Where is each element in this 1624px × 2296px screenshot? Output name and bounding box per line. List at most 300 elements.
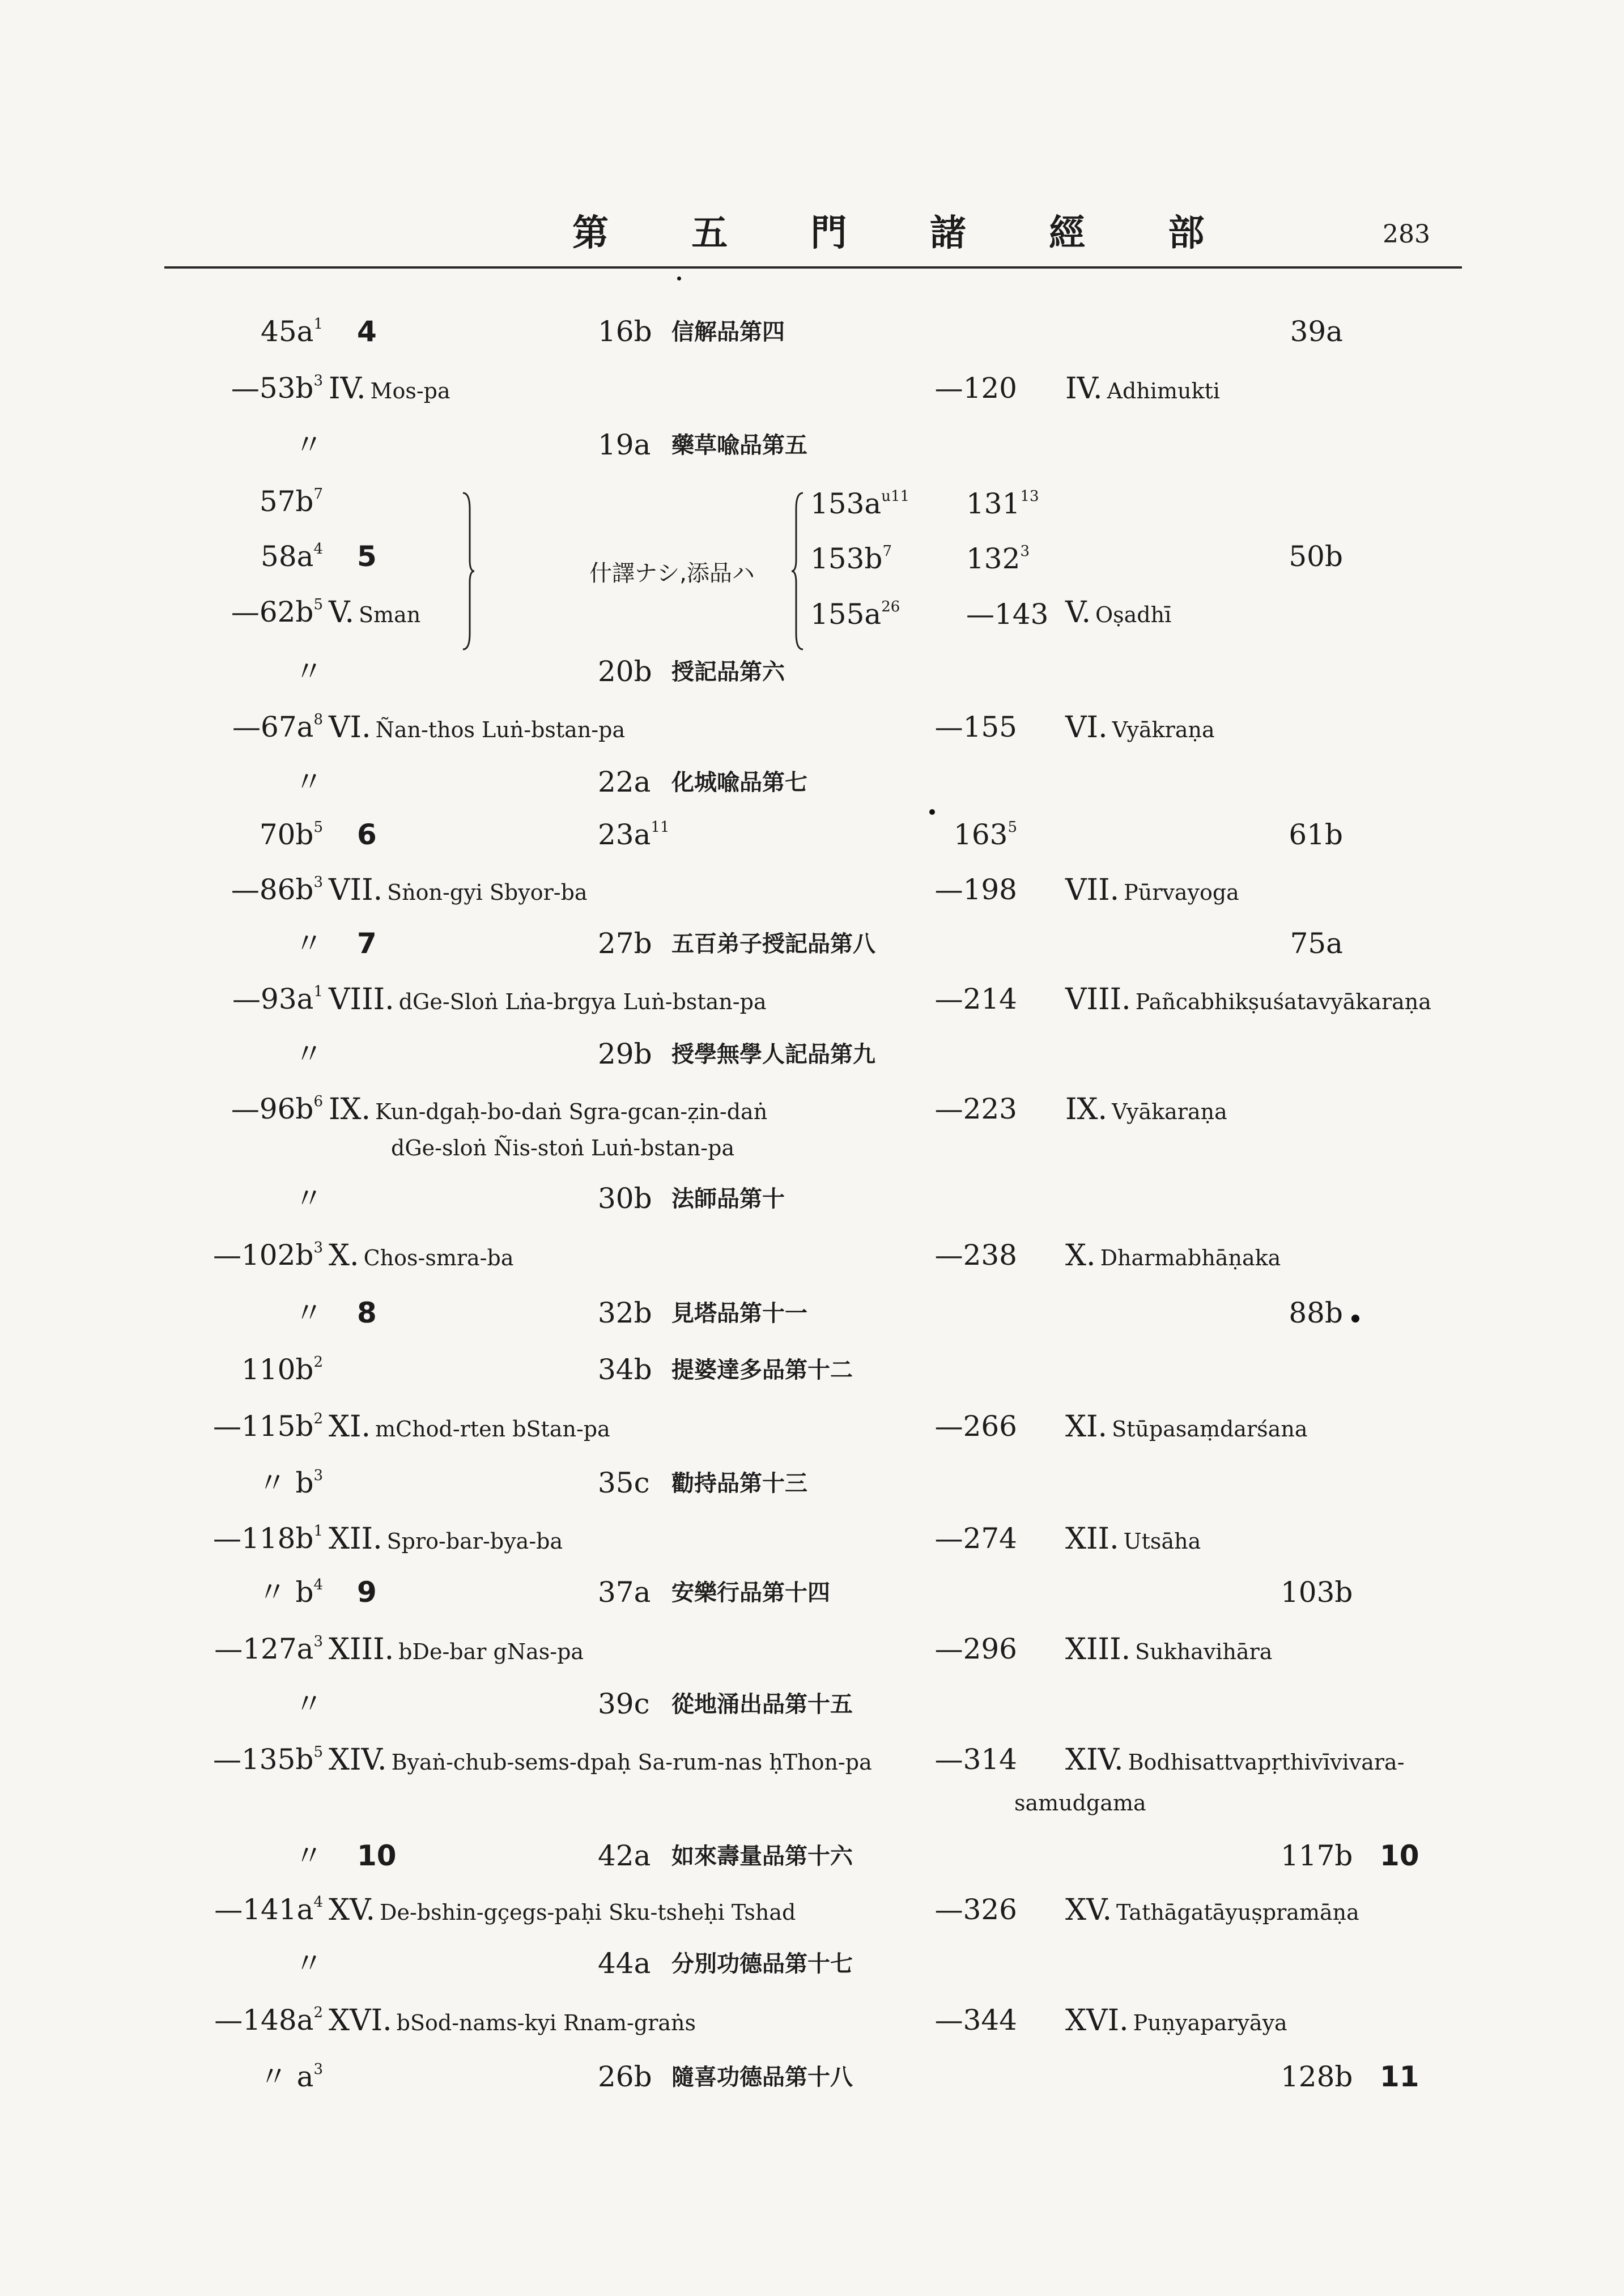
superscript: 3 xyxy=(313,372,323,389)
value-text: 42a xyxy=(598,1839,651,1872)
bracket-ref xyxy=(966,598,1048,631)
sanskrit-title: Stūpasaṃdarśana xyxy=(1112,1417,1308,1442)
chinese-chapter-title: 化城喩品第七 xyxy=(671,769,807,796)
chapter-numeral: XIII. xyxy=(1065,1632,1131,1666)
tibetan-title: bSod-nams-kyi Rnam-graṅs xyxy=(396,2010,696,2035)
chapter-numeral: IV. xyxy=(1065,372,1103,406)
right-folio: 117b xyxy=(1281,1839,1353,1872)
folio-cell xyxy=(193,1524,323,1553)
superscript: 4 xyxy=(313,1576,323,1593)
sanskrit-page-cell xyxy=(907,1895,1017,1924)
value-text: —141a xyxy=(214,1893,314,1926)
table-row xyxy=(0,1687,1624,1746)
folio-cell xyxy=(193,542,323,571)
value-text: 57b xyxy=(259,485,314,518)
superscript: 5 xyxy=(313,1744,323,1761)
tibetan-chapter-cell xyxy=(329,875,588,905)
taisho-page-cell xyxy=(598,929,652,958)
chapter-numeral: IX. xyxy=(1065,1092,1108,1126)
bracket-folio xyxy=(810,487,909,520)
folio-cell xyxy=(193,1576,323,1609)
tibetan-title: De-bshin-gçegs-paḥi Sku-tsheḥi Tshad xyxy=(380,1900,796,1925)
table-row xyxy=(0,820,1624,877)
superscript: 5 xyxy=(313,596,323,613)
superscript: 1 xyxy=(313,1523,323,1540)
left-brace-icon xyxy=(790,492,804,650)
superscript: 2 xyxy=(313,1410,323,1427)
right-folio: 39a xyxy=(1290,315,1343,348)
value-text: 〃 xyxy=(295,655,323,688)
table-row xyxy=(0,317,1624,374)
superscript: 2 xyxy=(313,1354,323,1371)
tibetan-chapter-cell xyxy=(329,1239,514,1273)
taisho-page-cell xyxy=(598,428,651,461)
chinese-chapter-title: 法師品第十 xyxy=(671,1186,785,1212)
table-row xyxy=(0,657,1624,714)
chapter-numeral: V. xyxy=(1065,596,1091,630)
sanskrit-page-cell xyxy=(907,1092,1017,1125)
table-row xyxy=(0,1524,1624,1581)
page-number: 283 xyxy=(1383,220,1430,249)
value-text: —120 xyxy=(934,372,1017,405)
superscript: 3 xyxy=(313,874,323,891)
folio-cell xyxy=(193,1184,323,1213)
superscript: 5 xyxy=(1007,819,1017,836)
table-row xyxy=(0,2060,1624,2119)
folio-cell xyxy=(193,657,323,686)
sanskrit-page-cell xyxy=(907,1745,1017,1774)
tibetan-title: mChod-rten bStan-pa xyxy=(375,1417,610,1442)
chapter-numeral: XV. xyxy=(329,1893,376,1927)
value-text: 〃 xyxy=(295,1038,323,1070)
chapter-numeral: VII. xyxy=(1065,873,1120,907)
superscript: 4 xyxy=(313,1894,323,1911)
ink-dot xyxy=(677,277,681,280)
chinese-chapter-title: 如來壽量品第十六 xyxy=(671,1843,853,1869)
taisho-page-cell xyxy=(598,1355,652,1384)
table-row xyxy=(0,1412,1624,1469)
chapter-numeral: XIV. xyxy=(329,1743,387,1777)
tibetan-chapter-cell xyxy=(329,2004,696,2038)
folio-cell xyxy=(193,317,323,346)
sanskrit-title: Vyākraṇa xyxy=(1112,717,1215,742)
chapter-numeral: XVI. xyxy=(329,2004,392,2038)
sanskrit-chapter-cell xyxy=(1065,372,1220,406)
value-text: 110b xyxy=(241,1353,314,1386)
superscript: 1 xyxy=(313,983,323,1000)
chapter-numeral: X. xyxy=(329,1239,359,1273)
volume-number: 5 xyxy=(357,540,377,573)
value-text: 70b xyxy=(259,818,314,851)
value-text: 26b xyxy=(598,2060,652,2093)
taisho-page-cell xyxy=(598,820,670,849)
superscript: 1 xyxy=(313,316,323,333)
folio-cell xyxy=(193,820,323,849)
chinese-chapter-title: 授記品第六 xyxy=(671,659,785,685)
volume-number: 4 xyxy=(357,315,377,348)
chapter-numeral: VIII. xyxy=(1065,983,1131,1017)
folio-cell xyxy=(193,1687,323,1720)
chinese-chapter-title: 信解品第四 xyxy=(671,319,785,345)
value-text: 29b xyxy=(598,1038,652,1070)
sanskrit-title: Pañcabhikṣuśatavyākaraṇa xyxy=(1135,989,1431,1014)
table-row xyxy=(0,768,1624,824)
value-text: —266 xyxy=(934,1410,1017,1443)
table-row xyxy=(0,875,1624,932)
value-text: 〃 xyxy=(295,1296,323,1329)
sanskrit-chapter-cell xyxy=(1065,596,1172,630)
folio-cell xyxy=(193,768,323,796)
volume-number: 9 xyxy=(357,1576,377,1609)
chinese-chapter-title: 五百弟子授記品第八 xyxy=(671,931,875,957)
sanskrit-chapter-cell xyxy=(1065,1239,1281,1273)
sanskrit-title: Sukhavihāra xyxy=(1135,1639,1273,1664)
volume-number: 10 xyxy=(357,1839,397,1872)
value-text: 35c xyxy=(598,1466,650,1499)
superscript: 3 xyxy=(313,1633,323,1650)
value-text: 〃 xyxy=(295,927,323,960)
chinese-chapter-title: 隨喜功德品第十八 xyxy=(671,2064,853,2090)
sanskrit-title: Vyākaraṇa xyxy=(1112,1099,1227,1124)
value-text: 27b xyxy=(598,927,652,960)
sanskrit-title: Dharmabhāṇaka xyxy=(1100,1245,1281,1270)
value-text: 44a xyxy=(598,1947,651,1980)
value-text: 30b xyxy=(598,1182,652,1215)
sanskrit-chapter-cell xyxy=(1065,2004,1287,2038)
volume-number: 6 xyxy=(357,818,377,851)
sanskrit-chapter-cell xyxy=(1065,1895,1359,1925)
value-text: —143 xyxy=(966,598,1049,631)
value-text: 19a xyxy=(598,428,651,461)
table-row xyxy=(0,1745,1624,1802)
folio-cell xyxy=(193,1632,323,1665)
sanskrit-title: Oṣadhī xyxy=(1095,602,1172,627)
table-row xyxy=(0,1184,1624,1241)
value-text: —135b xyxy=(213,1743,314,1776)
folio-cell xyxy=(193,1895,323,1924)
chapter-numeral: XI. xyxy=(1065,1410,1108,1444)
folio-cell xyxy=(193,875,323,904)
taisho-page-cell xyxy=(598,1296,652,1329)
tibetan-chapter-cell xyxy=(329,711,626,745)
value-text: 153b xyxy=(810,542,883,575)
chinese-chapter-title: 從地涌出品第十五 xyxy=(671,1691,853,1717)
chinese-chapter-title: 見塔品第十一 xyxy=(671,1300,807,1326)
value-text: —115b xyxy=(213,1410,314,1443)
sanskrit-page-cell xyxy=(907,372,1017,405)
value-text: —296 xyxy=(934,1632,1017,1665)
chapter-numeral: XIII. xyxy=(329,1632,394,1666)
value-text: —53b xyxy=(231,372,314,405)
chapter-numeral: VI. xyxy=(329,711,371,745)
value-text: 37a xyxy=(598,1576,651,1609)
value-text: 〃 b xyxy=(258,1576,314,1609)
value-text: —238 xyxy=(934,1239,1017,1272)
chinese-chapter-title: 授學無學人記品第九 xyxy=(671,1041,875,1068)
sanskrit-chapter-cell xyxy=(1065,1412,1307,1442)
right-folio: 61b xyxy=(1289,818,1343,851)
tibetan-title: Kun-dgaḥ-bo-daṅ Sgra-gcan-ẓin-daṅ xyxy=(375,1099,768,1124)
table-row xyxy=(0,1092,1624,1151)
value-text: 58a xyxy=(261,540,314,573)
value-text: 153a xyxy=(810,487,882,520)
value-text: 16b xyxy=(598,315,652,348)
sanskrit-title: Utsāha xyxy=(1123,1529,1201,1554)
folio-cell xyxy=(193,1355,323,1384)
sanskrit-chapter-cell xyxy=(1065,1745,1405,1775)
sanskrit-title: Tathāgatāyuṣpramāṇa xyxy=(1116,1900,1359,1925)
folio-cell xyxy=(193,1466,323,1499)
value-text: —223 xyxy=(934,1092,1017,1125)
tibetan-title: Spro-bar-bya-ba xyxy=(386,1529,563,1554)
chapter-numeral: VII. xyxy=(329,873,383,907)
tibetan-chapter-cell xyxy=(329,1895,796,1925)
superscript: 3 xyxy=(313,2061,323,2078)
folio-cell xyxy=(193,1839,323,1872)
value-text: 32b xyxy=(598,1296,652,1329)
superscript: 11 xyxy=(651,819,670,836)
table-row xyxy=(0,1839,1624,1898)
right-folio: 88b xyxy=(1289,1296,1343,1329)
superscript: 7 xyxy=(882,543,892,560)
value-text: —198 xyxy=(934,873,1017,906)
sanskrit-title: Puṇyaparyāya xyxy=(1133,2010,1287,2035)
value-text: 22a xyxy=(598,766,651,798)
right-folio: 103b xyxy=(1281,1576,1353,1609)
chapter-numeral: XVI. xyxy=(1065,2004,1129,2038)
chapter-numeral: X. xyxy=(1065,1239,1096,1273)
sanskrit-title: Pūrvayoga xyxy=(1124,880,1239,905)
volume-number: 7 xyxy=(357,927,377,960)
chapter-numeral: IV. xyxy=(329,372,366,406)
tibetan-title: Byaṅ-chub-sems-dpaḥ Sa-rum-nas ḥThon-pa xyxy=(391,1750,872,1775)
taisho-page-cell xyxy=(598,1184,652,1213)
value-text: —93a xyxy=(232,983,314,1015)
sanskrit-page-cell xyxy=(907,1410,1017,1443)
tibetan-title: bDe-bar gNas-pa xyxy=(398,1639,584,1664)
value-text: —96b xyxy=(231,1092,314,1125)
tibetan-chapter-cell xyxy=(329,1524,563,1554)
value-text: 〃 xyxy=(295,1947,323,1980)
sanskrit-title: Bodhisattvapṛthivīvivara- xyxy=(1128,1750,1405,1775)
value-text: 〃 a xyxy=(259,2060,314,2093)
table-row xyxy=(0,1040,1624,1096)
sanskrit-page-cell xyxy=(907,985,1017,1013)
value-text: —274 xyxy=(934,1522,1017,1555)
chinese-chapter-title: 安樂行品第十四 xyxy=(671,1580,830,1606)
superscript: 7 xyxy=(313,486,323,503)
value-text: —118b xyxy=(213,1522,314,1555)
tibetan-chapter-cell xyxy=(329,1412,610,1442)
sanskrit-page-cell xyxy=(907,2006,1017,2034)
folio-cell xyxy=(193,1296,323,1329)
sanskrit-page-cell xyxy=(907,713,1017,741)
chapter-numeral: VI. xyxy=(1065,711,1108,745)
value-text: 163 xyxy=(954,818,1008,851)
value-text: —102b xyxy=(213,1239,314,1272)
value-text: 〃 xyxy=(295,1687,323,1720)
bracket-ref xyxy=(966,487,1039,520)
right-volume-number: 11 xyxy=(1380,2060,1419,2093)
superscript: 8 xyxy=(313,711,323,728)
folio-cell xyxy=(193,2060,323,2093)
folio-cell xyxy=(193,2006,323,2034)
chapter-numeral: XIV. xyxy=(1065,1743,1124,1777)
value-text: 131 xyxy=(966,487,1021,520)
table-row xyxy=(0,2006,1624,2063)
sanskrit-chapter-cell xyxy=(1065,983,1431,1017)
tibetan-chapter-cell xyxy=(329,983,767,1017)
taisho-page-cell xyxy=(598,657,652,686)
sanskrit-continuation: samudgama xyxy=(1014,1791,1146,1815)
superscript: 3 xyxy=(1020,543,1030,560)
sanskrit-page-cell xyxy=(907,1524,1017,1553)
table-row xyxy=(0,1949,1624,2006)
superscript: 26 xyxy=(881,598,900,615)
tibetan-title: Sṅon-gyi Sbyor-ba xyxy=(387,880,588,905)
folio-cell xyxy=(193,1745,323,1774)
folio-cell xyxy=(193,985,323,1013)
table-row xyxy=(0,374,1624,431)
tibetan-chapter-cell xyxy=(329,1092,768,1126)
sanskrit-chapter-cell xyxy=(1065,1092,1227,1126)
folio-cell xyxy=(193,1949,323,1978)
value-text: —155 xyxy=(934,711,1017,743)
table-row xyxy=(0,428,1624,487)
value-text: —214 xyxy=(934,983,1017,1015)
value-text: 〃 xyxy=(295,1839,323,1872)
header-rule xyxy=(164,266,1462,269)
chapter-numeral: XII. xyxy=(1065,1522,1119,1556)
folio-cell xyxy=(193,1410,323,1443)
folio-cell xyxy=(193,713,323,741)
bracket-note: 什譯ナシ,添品ハ xyxy=(589,560,755,586)
taisho-page-cell xyxy=(598,768,651,796)
chapter-numeral: VIII. xyxy=(329,983,394,1017)
table-row xyxy=(0,1466,1624,1525)
folio-cell xyxy=(193,487,323,516)
chapter-numeral: XII. xyxy=(329,1522,382,1556)
tibetan-title: Sman xyxy=(359,602,421,627)
chapter-numeral: IX. xyxy=(329,1092,371,1126)
tibetan-chapter-cell xyxy=(329,1745,872,1775)
superscript: 3 xyxy=(313,1239,323,1256)
value-text: —148a xyxy=(214,2004,314,2036)
tibetan-title: Chos-smra-ba xyxy=(363,1245,514,1270)
value-text: 39c xyxy=(598,1687,650,1720)
table-row xyxy=(0,1895,1624,1952)
folio-cell xyxy=(193,428,323,461)
taisho-page-cell xyxy=(598,2060,652,2093)
superscript: 6 xyxy=(313,1093,323,1110)
volume-number: 8 xyxy=(357,1296,377,1329)
taisho-page-cell xyxy=(598,1576,651,1609)
taisho-page-cell xyxy=(598,1949,651,1978)
superscript: 13 xyxy=(1020,488,1039,505)
superscript: 2 xyxy=(313,2004,323,2021)
value-text: —326 xyxy=(934,1893,1017,1926)
taisho-page-cell xyxy=(598,1687,650,1720)
tibetan-chapter-cell xyxy=(329,596,421,630)
folio-cell xyxy=(193,598,323,626)
sanskrit-chapter-cell xyxy=(1065,875,1239,905)
table-row xyxy=(0,713,1624,769)
bracket-folio xyxy=(810,598,900,631)
value-text: 45a xyxy=(261,315,314,348)
table-row xyxy=(0,929,1624,986)
folio-cell xyxy=(193,1239,323,1272)
chapter-numeral: XI. xyxy=(329,1410,371,1444)
value-text: 〃 xyxy=(295,1182,323,1215)
folio-cell xyxy=(193,929,323,958)
value-text: —127a xyxy=(214,1632,314,1665)
table-row xyxy=(0,1296,1624,1355)
sanskrit-chapter-cell xyxy=(1065,711,1215,745)
sanskrit-page-cell xyxy=(907,1632,1017,1665)
value-text: 〃 xyxy=(295,766,323,798)
sanskrit-page-cell xyxy=(907,1239,1017,1272)
tibetan-title: dGe-Sloṅ Lṅa-brgya Luṅ-bstan-pa xyxy=(398,989,767,1014)
value-text: —62b xyxy=(231,596,314,628)
chinese-chapter-title: 藥草喩品第五 xyxy=(671,432,807,458)
value-text: —344 xyxy=(934,2004,1017,2036)
ink-blot xyxy=(1351,1315,1359,1323)
right-folio: 75a xyxy=(1290,927,1343,960)
right-brace-icon xyxy=(462,492,475,650)
right-folio: 128b xyxy=(1281,2060,1353,2093)
value-text: 132 xyxy=(966,542,1021,575)
bracket-folio xyxy=(810,542,892,575)
sanskrit-chapter-cell xyxy=(1065,1632,1273,1666)
value-text: 〃 b xyxy=(258,1466,314,1499)
chinese-chapter-title: 分別功德品第十七 xyxy=(671,1951,853,1977)
folio-cell xyxy=(193,1092,323,1125)
tibetan-chapter-cell xyxy=(329,372,450,406)
running-head-title: 第 五 門 諸 經 部 xyxy=(572,212,1240,254)
tibetan-title: Ñan-thos Luṅ-bstan-pa xyxy=(375,717,626,742)
bracket-ref xyxy=(966,542,1030,575)
chinese-chapter-title: 提婆達多品第十二 xyxy=(671,1357,853,1383)
value-text: 〃 xyxy=(295,428,323,461)
table-row xyxy=(0,985,1624,1041)
sanskrit-title: Adhimukti xyxy=(1107,379,1220,403)
value-text: 23a xyxy=(598,818,651,851)
folio-cell xyxy=(193,372,323,405)
right-folio: 50b xyxy=(1289,540,1343,573)
taisho-page-cell xyxy=(598,317,652,346)
tibetan-chapter-cell xyxy=(329,1632,584,1666)
chapter-numeral: V. xyxy=(329,596,354,630)
table-row xyxy=(0,1578,1624,1635)
chinese-chapter-title: 勸持品第十三 xyxy=(671,1470,807,1496)
table-row xyxy=(0,1241,1624,1298)
taisho-page-cell xyxy=(598,1466,650,1499)
superscript: 4 xyxy=(313,541,323,558)
table-row xyxy=(0,1355,1624,1412)
tibetan-title: Mos-pa xyxy=(370,379,450,403)
table-row xyxy=(0,1632,1624,1691)
superscript: 5 xyxy=(313,819,323,836)
ink-dot xyxy=(929,809,935,815)
tibetan-continuation: dGe-sloṅ Ñis-stoṅ Luṅ-bstan-pa xyxy=(391,1136,735,1160)
taisho-page-cell xyxy=(598,1839,651,1872)
sanskrit-page-cell xyxy=(907,875,1017,904)
sanskrit-chapter-cell xyxy=(1065,1524,1201,1554)
folio-cell xyxy=(193,1040,323,1068)
value-text: —314 xyxy=(934,1743,1017,1776)
value-text: 20b xyxy=(598,655,652,688)
value-text: 155a xyxy=(810,598,882,631)
